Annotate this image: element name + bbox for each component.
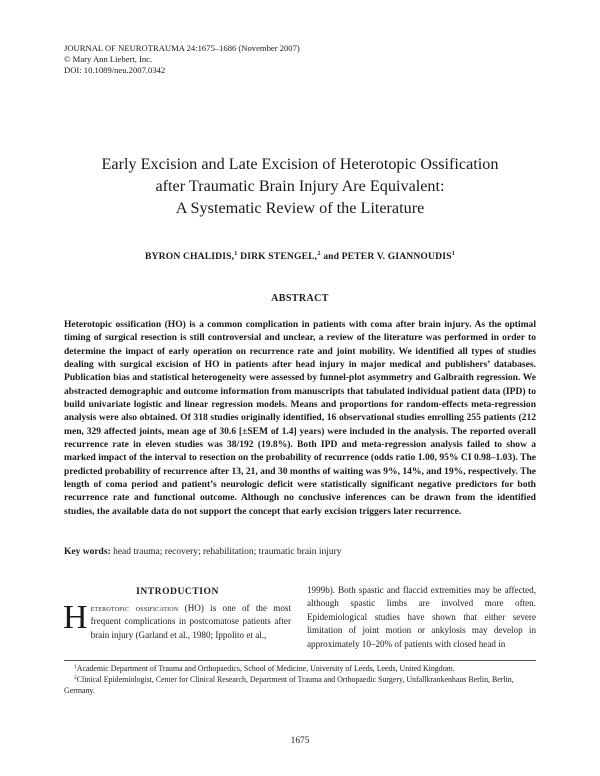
keywords-text: head trauma; recovery; rehabilitation; traumatic brain injury [110,547,342,557]
title-line-1: Early Excision and Late Excision of Heterotopic Ossification [101,155,499,173]
journal-citation: JOURNAL OF NEUROTRAUMA 24:1675–1686 (November 2007) [64,43,300,53]
page-number: 1675 [290,736,310,746]
introduction-heading: INTRODUCTION [136,586,219,597]
intro-left-text: (HO) is one of the most frequent complications in postcomatose patients after brain injury (Garland et al., 1980; Ippolito et al., [90,603,291,640]
drop-cap: H [63,599,88,636]
intro-smallcaps: eterotopic ossification [90,603,179,613]
intro-left-column [63,599,291,642]
journal-header [64,43,300,76]
abstract-heading: ABSTRACT [271,293,329,304]
footnotes [64,663,536,696]
footnote-1-text: Academic Department of Trauma and Orthopaedics, School of Medicine, University of Leeds, Leeds, United Kingdom. [76,664,455,673]
author-3: and PETER V. GIANNOUDIS [320,251,452,262]
author-1-affiliation: 1 [234,250,238,257]
author-list [40,251,560,262]
keywords [64,547,536,557]
keywords-label: Key words: [64,547,111,557]
doi-line: DOI: 10.1089/neu.2007.0342 [64,65,166,75]
author-2-affiliation: 2 [317,250,321,257]
footnote-1-number: 1 [74,664,77,670]
author-3-affiliation: 1 [451,250,455,257]
footnote-rule [64,660,536,661]
title-line-3: A Systematic Review of the Literature [175,199,425,217]
footnote-1 [64,663,536,674]
intro-right-column: 1999b). Both spastic and flaccid extremities may be affected, although spastic limbs are involved more often. Epidemiological studies have shown that either severe limitation of joint motion or ankylosis may develop in approximately 10–20% of patients with closed head in [307,585,536,649]
footnote-2-number: 2 [74,675,77,681]
article-title [40,153,560,219]
title-line-2: after Traumatic Brain Injury Are Equivalent: [155,177,445,195]
footnote-2 [64,674,536,696]
footnote-2-text: Clinical Epidemiologist, Center for Clinical Research, Department of Trauma and Orthopaedic Surgery, Unfallkrankenhaus Berlin, Berlin, Germany. [64,675,514,695]
copyright-line: © Mary Ann Liebert, Inc. [64,54,153,64]
author-2: DIRK STENGEL, [237,251,318,262]
abstract-text: Heterotopic ossification (HO) is a common complication in patients with coma after brain injury. As the optimal timing of surgical resection is still controversial and unclear, a review of the literature was performed in order to determine the impact of early operation on recurrence rate and joint mobility. We identified all types of studies dealing with surgical excision of HO in patients after head injury in major medical and publishers’ databases. Publication bias and statistical heterogeneity were assessed by funnel-plot asymmetry and Galbraith regression. We abstracted demographic and outcome information from manuscripts that tabulated individual patient data (IPD) to build univariate logistic and linear regression models. Means and proportions for random-effects meta-regression analysis were also obtained. Of 318 studies originally identified, 16 observational studies enrolling 255 patients (212 men, 329 affected joints, mean age of 30.6 [±SEM of 1.4] years) were included in the analysis. The reported overall recurrence rate in eleven studies was 38/192 (19.8%). Both IPD and meta-regression analysis failed to show a marked impact of the interval to resection on the probability of recurrence (odds ratio 1.00, 95% CI 0.98–1.03). The predicted probability of recurrence after 13, 21, and 30 months of waiting was 9%, 14%, and 19%, respectively. The length of coma period and patient’s neurologic deficit were statistically significant negative predictors for both recurrence rate and functional outcome. Although no conclusive inferences can be drawn from the identified studies, the available data do not support the concept that early excision triggers later recurrence. [64,319,536,517]
author-1: BYRON CHALIDIS, [145,251,235,262]
